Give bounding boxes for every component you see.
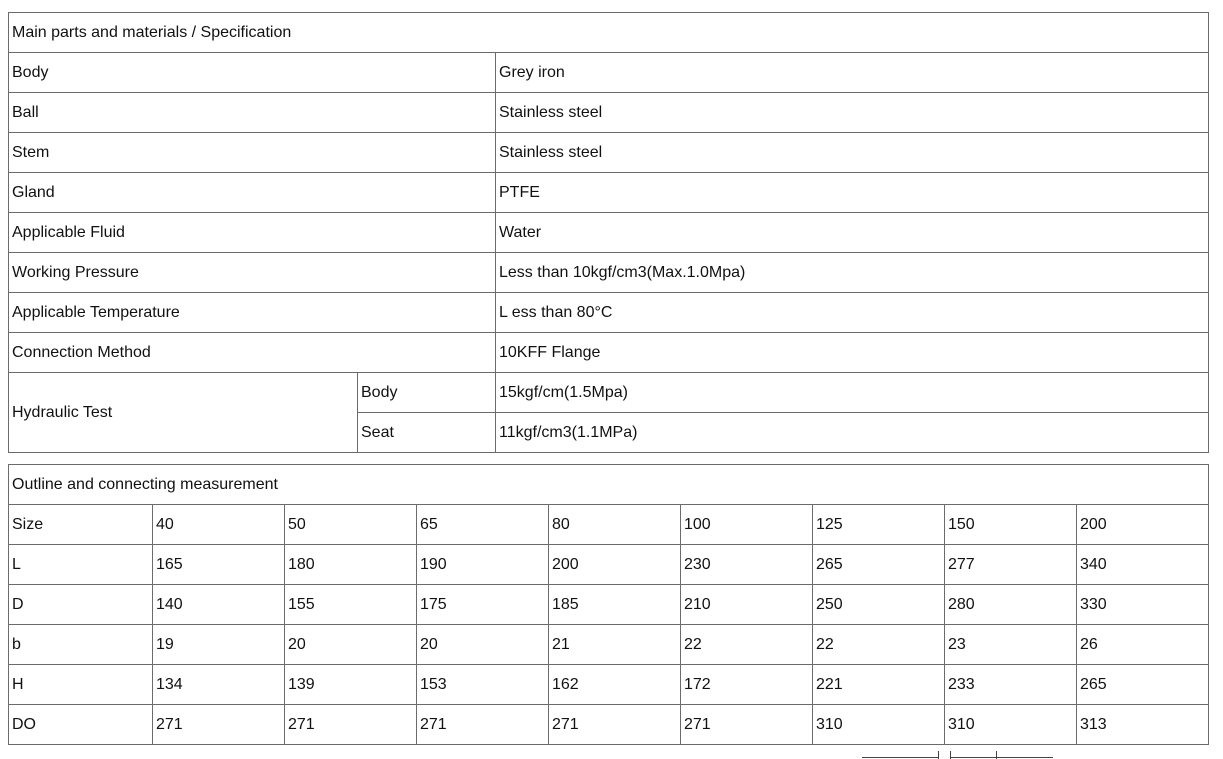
table-row xyxy=(9,93,1209,133)
measure-cell: 125 xyxy=(813,505,945,545)
measure-label: DO xyxy=(9,705,153,745)
measure-cell: 80 xyxy=(549,505,681,545)
measure-cell: 172 xyxy=(681,665,813,705)
measure-header: Outline and connecting measurement xyxy=(9,465,1209,505)
hydraulic-seat-value: 11kgf/cm3(1.1MPa) xyxy=(496,413,1209,453)
measure-cell: 280 xyxy=(945,585,1077,625)
spec-label: Stem xyxy=(9,133,496,173)
spec-label: Connection Method xyxy=(9,333,496,373)
hydraulic-test-label: Hydraulic Test xyxy=(9,373,358,453)
table-row xyxy=(9,625,1209,665)
table-row xyxy=(9,705,1209,745)
measure-label: H xyxy=(9,665,153,705)
measure-cell: 340 xyxy=(1077,545,1209,585)
measure-cell: 210 xyxy=(681,585,813,625)
measure-cell: 21 xyxy=(549,625,681,665)
spec-value: Water xyxy=(496,213,1209,253)
measure-cell: 200 xyxy=(1077,505,1209,545)
measure-cell: 150 xyxy=(945,505,1077,545)
measure-cell: 200 xyxy=(549,545,681,585)
measure-cell: 134 xyxy=(153,665,285,705)
measure-cell: 26 xyxy=(1077,625,1209,665)
spec-label: Applicable Fluid xyxy=(9,213,496,253)
table-row xyxy=(9,545,1209,585)
measure-cell: 271 xyxy=(285,705,417,745)
specification-table xyxy=(8,12,1209,453)
hydraulic-body-value: 15kgf/cm(1.5Mpa) xyxy=(496,373,1209,413)
table-row xyxy=(9,53,1209,93)
cropped-line-fragment xyxy=(951,757,1053,758)
measure-cell: 19 xyxy=(153,625,285,665)
spec-header-row xyxy=(9,13,1209,53)
spec-label: Ball xyxy=(9,93,496,133)
table-row xyxy=(9,505,1209,545)
measure-cell: 250 xyxy=(813,585,945,625)
measure-label: b xyxy=(9,625,153,665)
measure-cell: 50 xyxy=(285,505,417,545)
table-row xyxy=(9,133,1209,173)
measure-cell: 162 xyxy=(549,665,681,705)
measure-cell: 190 xyxy=(417,545,549,585)
spec-value: Stainless steel xyxy=(496,93,1209,133)
measure-cell: 155 xyxy=(285,585,417,625)
table-row xyxy=(9,373,1209,413)
spec-value: Less than 10kgf/cm3(Max.1.0Mpa) xyxy=(496,253,1209,293)
measure-cell: 271 xyxy=(153,705,285,745)
table-row xyxy=(9,173,1209,213)
measure-cell: 265 xyxy=(1077,665,1209,705)
table-row xyxy=(9,585,1209,625)
spec-label: Applicable Temperature xyxy=(9,293,496,333)
measure-cell: 165 xyxy=(153,545,285,585)
measure-cell: 310 xyxy=(813,705,945,745)
measure-cell: 139 xyxy=(285,665,417,705)
measure-cell: 175 xyxy=(417,585,549,625)
measure-cell: 22 xyxy=(681,625,813,665)
spec-label: Working Pressure xyxy=(9,253,496,293)
measure-cell: 153 xyxy=(417,665,549,705)
spec-value: 10KFF Flange xyxy=(496,333,1209,373)
hydraulic-seat-label: Seat xyxy=(358,413,496,453)
measure-cell: 22 xyxy=(813,625,945,665)
measure-cell: 40 xyxy=(153,505,285,545)
measure-cell: 185 xyxy=(549,585,681,625)
measure-cell: 271 xyxy=(681,705,813,745)
table-row xyxy=(9,665,1209,705)
measure-cell: 313 xyxy=(1077,705,1209,745)
cropped-line-fragment xyxy=(938,751,939,759)
measure-label: D xyxy=(9,585,153,625)
table-row xyxy=(9,253,1209,293)
measure-cell: 330 xyxy=(1077,585,1209,625)
cropped-line-fragment xyxy=(862,757,938,758)
measure-label: Size xyxy=(9,505,153,545)
measure-header-row xyxy=(9,465,1209,505)
measure-cell: 20 xyxy=(417,625,549,665)
measure-cell: 20 xyxy=(285,625,417,665)
measure-cell: 221 xyxy=(813,665,945,705)
measure-cell: 100 xyxy=(681,505,813,545)
measure-cell: 277 xyxy=(945,545,1077,585)
measure-cell: 265 xyxy=(813,545,945,585)
spec-label: Body xyxy=(9,53,496,93)
measure-cell: 233 xyxy=(945,665,1077,705)
spec-value: Stainless steel xyxy=(496,133,1209,173)
measure-cell: 230 xyxy=(681,545,813,585)
spec-value: L ess than 80°C xyxy=(496,293,1209,333)
measure-cell: 271 xyxy=(417,705,549,745)
hydraulic-body-label: Body xyxy=(358,373,496,413)
measure-cell: 271 xyxy=(549,705,681,745)
spec-header: Main parts and materials / Specification xyxy=(9,13,1209,53)
table-row xyxy=(9,333,1209,373)
spec-value: Grey iron xyxy=(496,53,1209,93)
measurement-table xyxy=(8,464,1209,745)
measure-cell: 180 xyxy=(285,545,417,585)
measure-cell: 310 xyxy=(945,705,1077,745)
measure-cell: 65 xyxy=(417,505,549,545)
spec-value: PTFE xyxy=(496,173,1209,213)
table-row xyxy=(9,213,1209,253)
measure-cell: 140 xyxy=(153,585,285,625)
measure-label: L xyxy=(9,545,153,585)
table-row xyxy=(9,293,1209,333)
measure-cell: 23 xyxy=(945,625,1077,665)
spec-label: Gland xyxy=(9,173,496,213)
cropped-line-fragment xyxy=(996,751,997,759)
